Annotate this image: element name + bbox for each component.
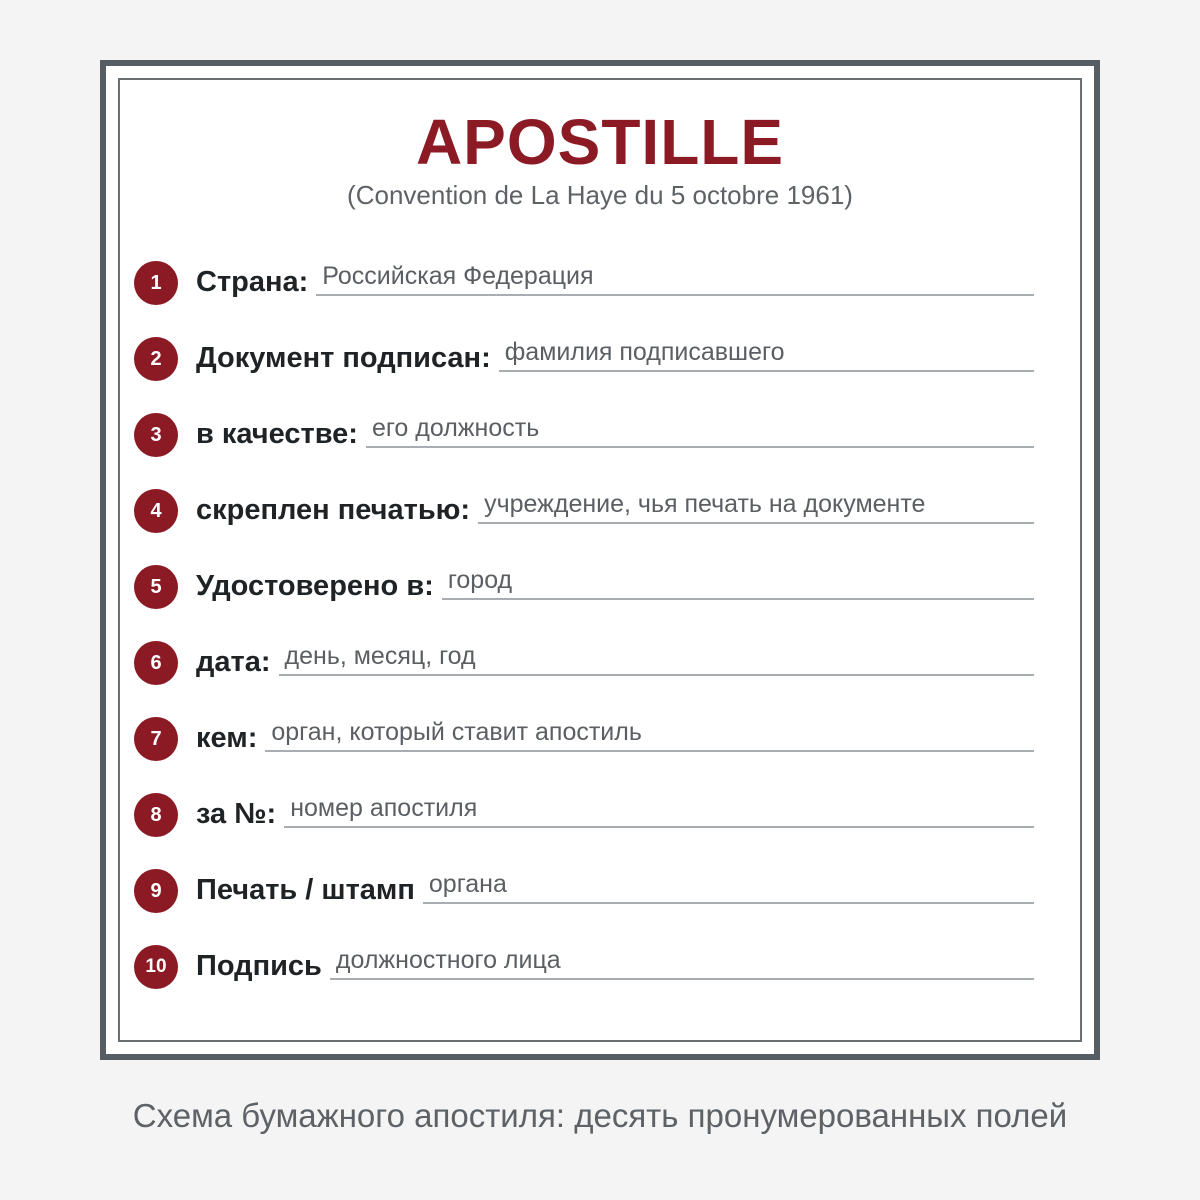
field-row-seal-stamp [134, 848, 1034, 924]
field-number-badge: 6 [134, 641, 178, 685]
field-row-date [134, 620, 1034, 696]
field-value: должностного лица [330, 942, 1034, 980]
field-row-country [134, 240, 1034, 316]
field-value: орган, который ставит апостиль [265, 714, 1034, 752]
field-row-certified-at [134, 544, 1034, 620]
field-row-signature [134, 924, 1034, 1000]
apostille-field-list [134, 240, 1034, 1000]
field-value: Российская Федерация [316, 258, 1034, 296]
field-label: Подпись [196, 950, 322, 982]
field-value: учреждение, чья печать на документе [478, 486, 1034, 524]
field-row-capacity [134, 392, 1034, 468]
field-label: Печать / штамп [196, 874, 415, 906]
field-number-badge: 4 [134, 489, 178, 533]
field-number-badge: 3 [134, 413, 178, 457]
field-label: Удостоверено в: [196, 570, 434, 602]
apostille-subtitle: (Convention de La Haye du 5 octobre 1961) [347, 180, 853, 210]
field-number-badge: 7 [134, 717, 178, 761]
field-label: дата: [196, 646, 271, 678]
field-label: скреплен печатью: [196, 494, 471, 526]
field-row-number [134, 772, 1034, 848]
field-label: в качестве: [196, 418, 358, 450]
field-number-badge: 1 [134, 261, 178, 305]
field-value: номер апостиля [284, 790, 1034, 828]
field-number-badge: 5 [134, 565, 178, 609]
field-value: его должность [366, 410, 1034, 448]
apostille-outer-frame [100, 60, 1100, 1060]
figure-caption: Схема бумажного апостиля: десять пронумерованных полей [132, 1097, 1068, 1134]
field-number-badge: 2 [134, 337, 178, 381]
apostille-title: APOSTILLE [415, 106, 785, 178]
field-value: город [442, 562, 1034, 600]
field-label: Документ подписан: [196, 342, 491, 374]
field-row-signed-by [134, 316, 1034, 392]
field-number-badge: 8 [134, 793, 178, 837]
field-label: за №: [196, 798, 277, 830]
field-value: фамилия подписавшего [499, 334, 1034, 372]
field-value: органа [423, 866, 1034, 904]
field-label: кем: [196, 722, 258, 754]
field-row-sealed-by [134, 468, 1034, 544]
field-number-badge: 10 [134, 945, 178, 989]
field-label: Страна: [196, 266, 309, 298]
field-number-badge: 9 [134, 869, 178, 913]
field-value: день, месяц, год [279, 638, 1034, 676]
field-row-authority [134, 696, 1034, 772]
